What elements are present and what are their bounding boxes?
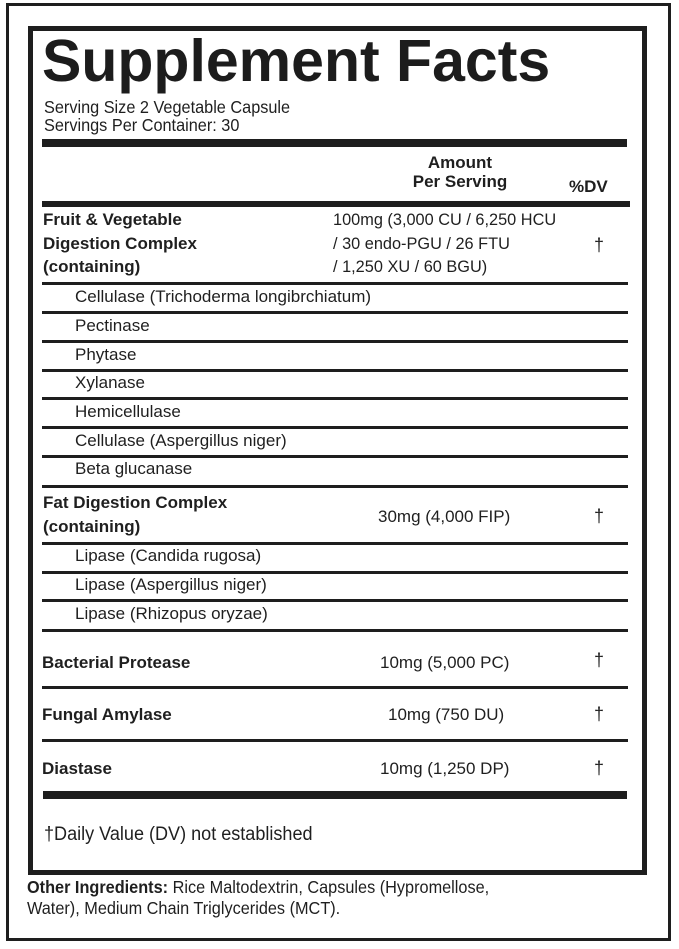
group-name-line: Fat Digestion Complex (43, 493, 228, 512)
dv-dagger: † (594, 704, 605, 724)
row-divider (42, 397, 628, 400)
sub-item: Cellulase (Trichoderma longibrchiatum) (75, 287, 372, 306)
group-name-fat-digestion (43, 491, 227, 538)
amount-line: / 1,250 XU / 60 BGU) (333, 257, 488, 276)
other-ingredients-text: Rice Maltodextrin, Capsules (Hypromellose, (172, 877, 490, 897)
row-divider (42, 369, 628, 372)
row-divider (42, 426, 628, 429)
row-divider (42, 542, 628, 545)
group-name-fruit-vegetable (43, 208, 197, 279)
serving-info (44, 98, 290, 134)
dv-header: %DV (569, 177, 608, 196)
row-divider (42, 739, 628, 742)
group-amount-fat-digestion: 30mg (4,000 FIP) (378, 507, 511, 526)
sub-item: Pectinase (75, 316, 150, 335)
dv-dagger: † (594, 506, 605, 526)
group-name-line: Fruit & Vegetable (43, 210, 182, 229)
sub-item: Lipase (Rhizopus oryzae) (75, 604, 268, 623)
row-divider (42, 629, 628, 632)
other-ingredients (27, 877, 489, 919)
group-name-line: (containing) (43, 516, 141, 536)
item-name-diastase: Diastase (42, 759, 112, 778)
sub-item: Phytase (75, 345, 137, 364)
row-divider (42, 282, 628, 285)
row-divider (42, 485, 628, 488)
amount-line: 100mg (3,000 CU / 6,250 HCU (333, 210, 557, 229)
amount-line: / 30 endo-PGU / 26 FTU (333, 233, 510, 253)
label-title: Supplement Facts (42, 28, 551, 94)
item-amount: 10mg (750 DU) (388, 705, 505, 724)
item-name-fungal-amylase: Fungal Amylase (42, 705, 172, 724)
item-amount: 10mg (5,000 PC) (380, 653, 510, 672)
other-ingredients-label: Other Ingredients: (27, 877, 169, 897)
sub-item: Hemicellulase (75, 402, 181, 421)
sub-item: Cellulase (Aspergillus niger) (75, 431, 287, 450)
serving-size: Serving Size 2 Vegetable Capsule (44, 97, 291, 117)
dv-dagger: † (594, 758, 605, 778)
row-divider (42, 571, 628, 574)
group-name-line: (containing) (43, 257, 141, 276)
sub-item: Lipase (Aspergillus niger) (75, 575, 267, 594)
group-name-line: Digestion Complex (43, 233, 197, 253)
dv-dagger: † (594, 235, 605, 255)
sub-item: Beta glucanase (75, 459, 193, 478)
bottom-thick-divider (43, 791, 627, 799)
group-amount-fruit-vegetable (333, 208, 556, 279)
sub-item: Lipase (Candida rugosa) (75, 546, 262, 565)
amount-per-serving-header (390, 153, 530, 191)
sub-item: Xylanase (75, 373, 145, 392)
row-divider (42, 686, 628, 689)
row-divider (42, 311, 628, 314)
footnote-dv: †Daily Value (DV) not established (44, 824, 313, 845)
item-amount: 10mg (1,250 DP) (380, 759, 510, 778)
item-name-bacterial-protease: Bacterial Protease (42, 653, 191, 672)
header-per-serving: Per Serving (412, 172, 508, 191)
servings-per-container: Servings Per Container: 30 (44, 115, 240, 135)
header-amount: Amount (427, 153, 493, 172)
other-ingredients-line1 (27, 877, 489, 898)
other-ingredients-line2: Water), Medium Chain Triglycerides (MCT). (27, 898, 341, 918)
header-divider (42, 201, 630, 207)
row-divider (42, 455, 628, 458)
top-thick-divider (42, 139, 627, 147)
dv-dagger: † (594, 650, 605, 670)
row-divider (42, 599, 628, 602)
row-divider (42, 340, 628, 343)
